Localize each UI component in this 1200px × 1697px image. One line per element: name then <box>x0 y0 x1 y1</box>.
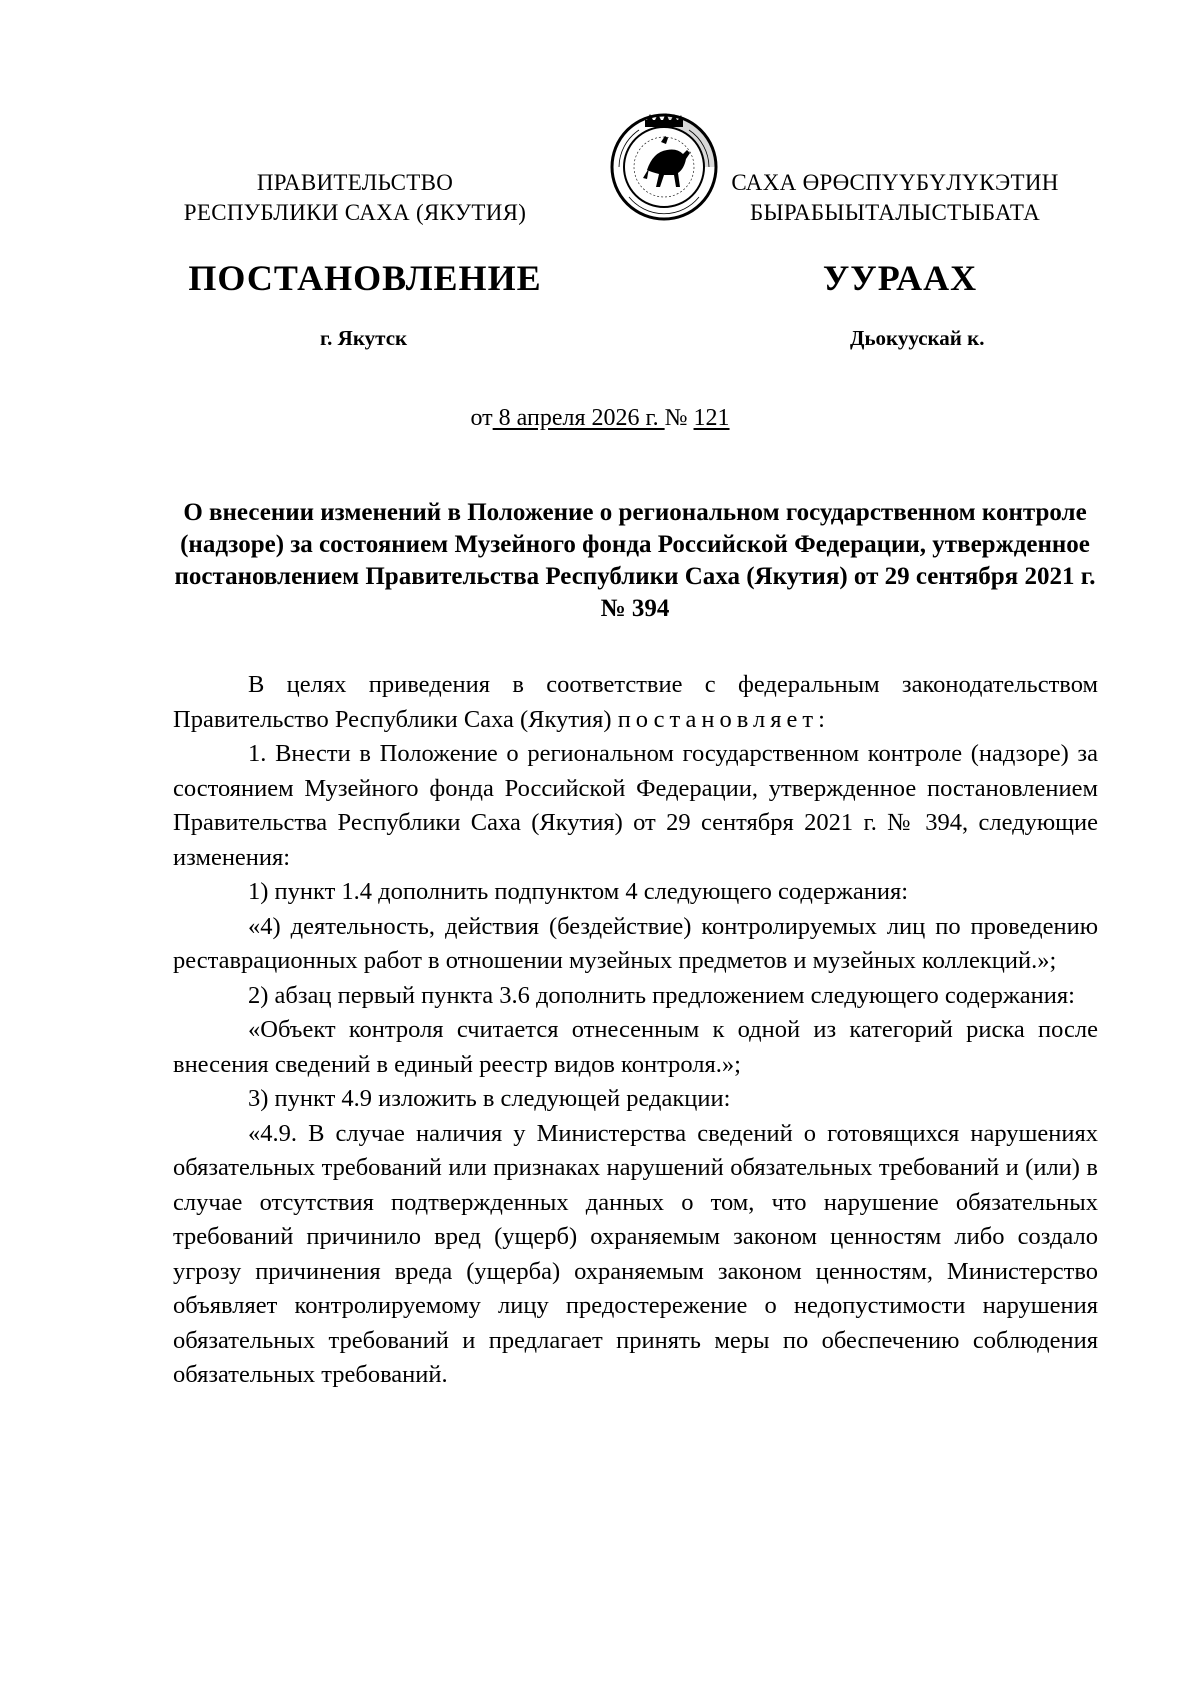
paragraph: 3) пункт 4.9 изложить в следующей редакции: <box>248 1085 731 1112</box>
date-line <box>0 405 1200 432</box>
paragraph: «4.9. В случае наличия у Министерства сведений о готовящихся нарушениях обязательных требований или признаках нарушений обязательных требований и (или) в случае отсутствия подтвержденных данных о том, что нарушение обязательных требований причинило вред (ущерб) охраняемым законом ценностям либо создало угрозу причинения вреда (ущерба) охраняемым законом ценностям, Министерство объявляет контролируемому лицу предостережение о недопустимости нарушения обязательных требований и предлагает принять меры по обеспечению соблюдения обязательных требований. <box>173 1119 1098 1388</box>
header-ru-line2: РЕСПУБЛИКИ САХА (ЯКУТИЯ) <box>183 200 527 225</box>
document-number: 121 <box>693 405 730 431</box>
header-sakha-line1: САХА ӨРӨСПҮҮБҮЛҮКЭТИН <box>731 170 1059 195</box>
header-ru <box>175 168 535 228</box>
resolves-word: постановляет <box>617 705 819 733</box>
coat-of-arms-icon <box>609 112 719 222</box>
paragraph: «4) деятельность, действия (бездействие) контролируемых лиц по проведению реставрационных работ в отношении музейных предметов и музейных коллекций.»; <box>173 912 1098 974</box>
city-sakha: Дьокуускай к. <box>850 326 985 350</box>
city-ru: г. Якутск <box>320 326 408 350</box>
paragraph: «Объект контроля считается отнесенным к одной из категорий риска после внесения сведений в единый реестр видов контроля.»; <box>173 1016 1098 1078</box>
doc-type-sakha: УУРААХ <box>822 258 978 298</box>
header-ru-line1: ПРАВИТЕЛЬСТВО <box>256 170 454 195</box>
number-label: № <box>664 405 694 431</box>
document-date: 8 апреля 2026 г. <box>492 405 665 431</box>
document-body <box>173 668 1098 1393</box>
doc-type-ru: ПОСТАНОВЛЕНИЕ <box>188 258 542 298</box>
document-title: О внесении изменений в Положение о региональном государственном контроле (надзоре) за состоянием Музейного фонда Российской Федерации, утвержденное постановлением Правительства Республики Саха (Якутия) от 29 сентября 2021 г. № 394 <box>174 499 1096 622</box>
paragraph: 1. Внести в Положение о региональном государственном контроле (надзоре) за состоянием Музейного фонда Российской Федерации, утвержденное постановлением Правительства Республики Саха (Якутия) от 29 сентября 2021 г. № 394, следующие изменения: <box>173 740 1098 871</box>
date-prefix: от <box>470 405 493 431</box>
intro-text: В целях приведения в соответствие с федеральным законодательством Правительство Республики Саха (Якутия) <box>173 671 1098 733</box>
header-sakha-line2: БЫРАБЫЫТАЛЫСТЫБАТА <box>749 200 1041 225</box>
header-sakha <box>725 168 1065 228</box>
paragraph-intro: В целях приведения в соответствие с федеральным законодательством Правительство Республики Саха (Якутия) постановляет: <box>173 671 1098 733</box>
paragraph: 1) пункт 1.4 дополнить подпунктом 4 следующего содержания: <box>248 878 909 905</box>
paragraph: 2) абзац первый пункта 3.6 дополнить предложением следующего содержания: <box>248 981 1075 1009</box>
